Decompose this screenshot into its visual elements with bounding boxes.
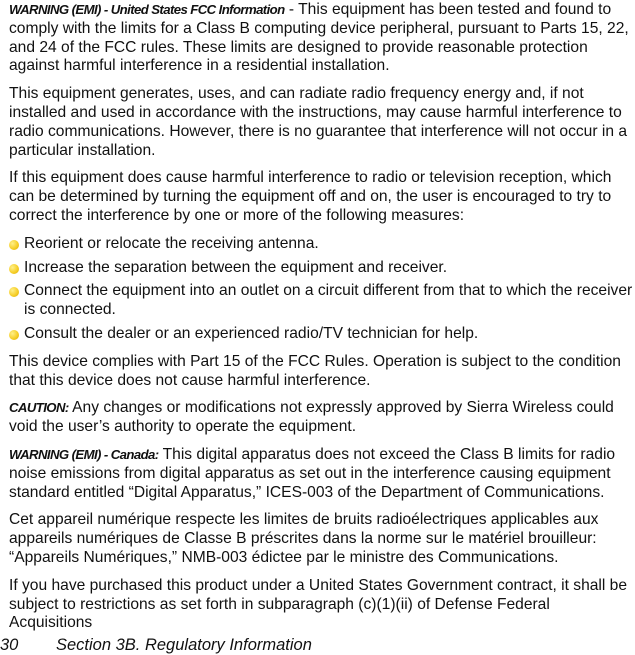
list-item — [9, 325, 633, 344]
list-item — [9, 235, 633, 254]
part15-paragraph: This device complies with Part 15 of the FCC Rules. Operation is subject to the condition that this device does not cause harmful interference. — [9, 352, 621, 389]
french-paragraph: Cet appareil numérique respecte les limites de bruits radioélectriques applicables aux appareils numériques de Classe B préscrites dans la norme sur le matériel brouilleur: “Appareils Numériques,” NMB-003 édictee par le ministre des Communications. — [9, 511, 599, 566]
list-item-text: Consult the dealer or an experienced radio/TV technician for help. — [24, 324, 479, 342]
list-item-text: Increase the separation between the equipment and receiver. — [24, 258, 448, 276]
emi-us-label: WARNING (EMI) - United States FCC Information — [9, 2, 285, 17]
caution-text: Any changes or modifications not expressly approved by Sierra Wireless could void the user’s authority to operate the equipment. — [9, 399, 614, 436]
list-item — [9, 282, 633, 320]
emi-canada-paragraph — [9, 446, 633, 502]
document-page — [9, 1, 633, 642]
bullet-icon — [9, 287, 19, 297]
emi-canada-text: This digital apparatus does not exceed the Class B limits for radio noise emissions from digital apparatus as set out in the interference causing equipment standard entitled “Digital Apparatus,” ICES-003 of the Department of Communications. — [9, 445, 616, 501]
emi-us-text: - This equipment has been tested and found to comply with the limits for a Class B computing device peripheral, pursuant to Parts 15, 22, and 24 of the FCC rules. These limits are designed to provide reasonable protection against harmful interference in a residential installation. — [9, 1, 629, 75]
list-item-text: Connect the equipment into an outlet on a circuit different from that to which the receiver is connected. — [24, 282, 633, 319]
list-item — [9, 259, 633, 278]
bullet-icon — [9, 330, 19, 340]
bullet-icon — [9, 240, 19, 250]
emi-canada-label: WARNING (EMI) - Canada: — [9, 446, 159, 462]
if-harmful-paragraph: If this equipment does cause harmful interference to radio or television reception, which can be determined by turning the equipment off and on, the user is encouraged to try to correct the interference by one or more of the following measures: — [9, 169, 612, 224]
list-item-text: Reorient or relocate the receiving antenna. — [24, 234, 319, 252]
gov-contract-paragraph: If you have purchased this product under a United States Government contract, it shall be subject to restrictions as set forth in subparagraph (c)(1)(ii) of Defense Federal Acquisitions — [9, 576, 628, 632]
caution-paragraph — [9, 399, 633, 437]
page-number: 30 — [0, 636, 19, 654]
measures-list — [9, 235, 633, 344]
section-title: Section 3B. Regulatory Information — [56, 636, 312, 654]
emi-us-paragraph — [9, 1, 633, 76]
bullet-icon — [9, 264, 19, 274]
caution-label: CAUTION: — [9, 400, 69, 416]
generates-paragraph: This equipment generates, uses, and can radiate radio frequency energy and, if not installed and used in accordance with the instructions, may cause harmful interference to radio communications. However, there is no guarantee that interference will not occur in a particular installation. — [9, 85, 628, 159]
